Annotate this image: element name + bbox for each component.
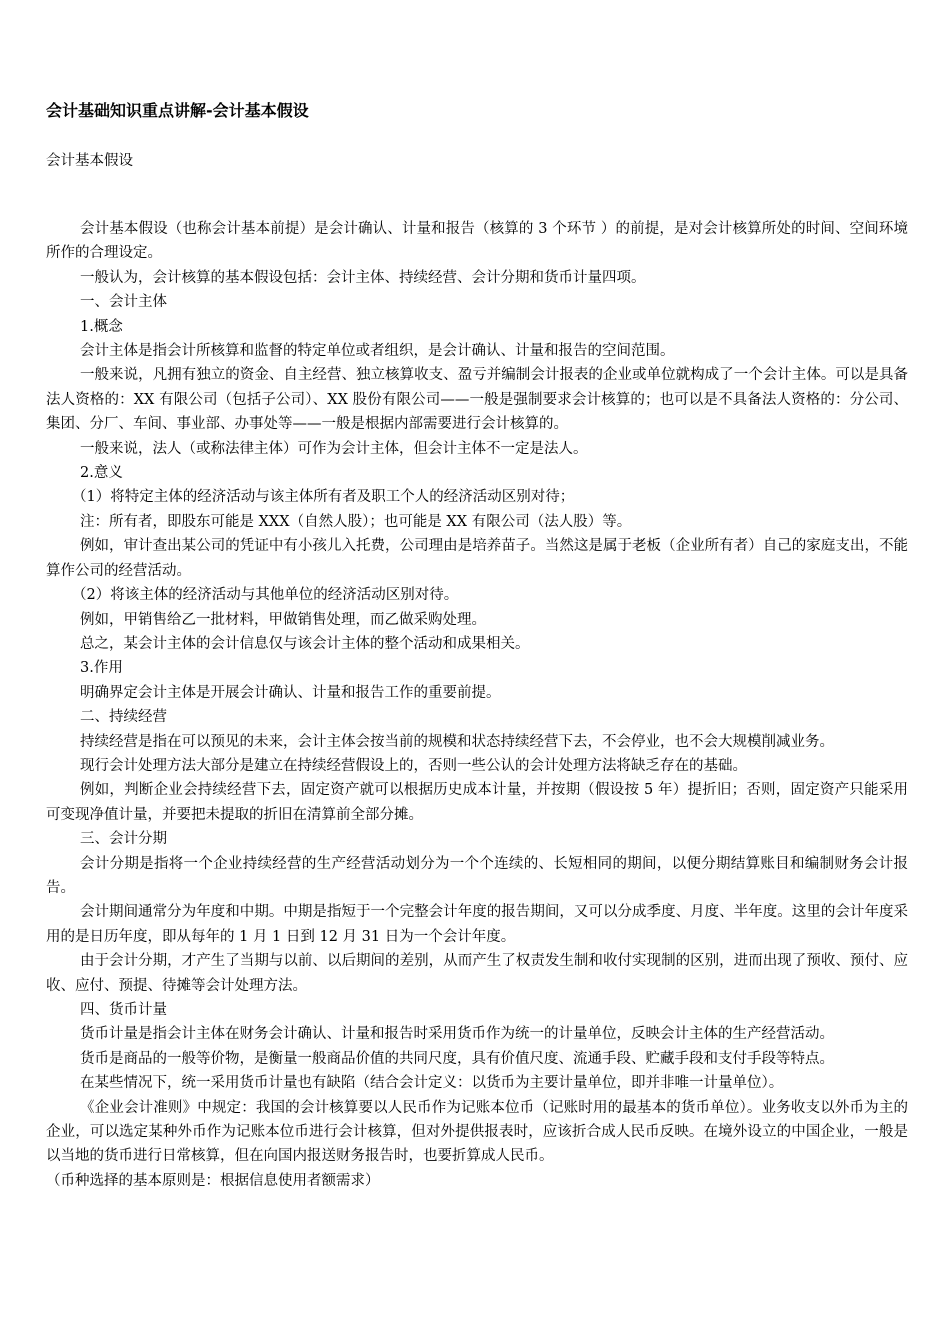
paragraph: 2.意义	[80, 465, 123, 482]
paragraph: 明确界定会计主体是开展会计确认、计量和报告工作的重要前提。	[80, 684, 501, 701]
paragraph: 会计期间通常分为年度和中期。中期是指短于一个完整会计年度的报告期间，又可以分成季度、月度、半年度。这里的会计年度采用的是日历年度，即从每年的 1 月 1 日到 12 月 31 日为一个会计年度。	[46, 904, 908, 945]
paragraph: 例如，甲销售给乙一批材料，甲做销售处理，而乙做采购处理。	[80, 611, 486, 628]
paragraph: 一般来说，凡拥有独立的资金、自主经营、独立核算收支、盈亏并编制会计报表的企业或单位就构成了一个会计主体。可以是具备法人资格的：XX 有限公司（包括子公司）、XX 股份有限公司——一般是强制要求会计核算的；也可以是不具备法人资格的：分公司、集团、分厂、车间、事业部、办事处等——一般是根据内部需要进行会计核算的。	[46, 367, 908, 433]
paragraph: 四、货币计量	[80, 1002, 167, 1018]
paragraph: 现行会计处理方法大部分是建立在持续经营假设上的，否则一些公认的会计处理方法将缺乏存在的基础。	[80, 757, 747, 774]
paragraph: 货币计量是指会计主体在财务会计确认、计量和报告时采用货币作为统一的计量单位，反映会计主体的生产经营活动。	[80, 1026, 834, 1043]
paragraph: 由于会计分期，才产生了当期与以前、以后期间的差别，从而产生了权责发生制和收付实现制的区别，进而出现了预收、预付、应收、应付、预提、待摊等会计处理方法。	[46, 953, 908, 994]
document-subtitle: 会计基本假设	[46, 153, 133, 169]
paragraph: 一般来说，法人（或称法律主体）可作为会计主体，但会计主体不一定是法人。	[80, 440, 588, 457]
paragraph: 《企业会计准则》中规定：我国的会计核算要以人民币作为记账本位币（记账时用的最基本的货币单位）。业务收支以外币为主的企业，可以选定某种外币作为记账本位币进行会计核算，但对外提供报表时，应该折合成人民币反映。在境外设立的中国企业，一般是以当地的货币进行日常核算，但在向国内报送财务报告时，也要折算成人民币。	[46, 1099, 908, 1165]
paragraph: 三、会计分期	[80, 831, 167, 848]
paragraph: （2）将该主体的经济活动与其他单位的经济活动区别对待。	[72, 587, 459, 604]
document-title: 会计基础知识重点讲解-会计基本假设	[46, 101, 309, 120]
paragraph: 会计基本假设（也称会计基本前提）是会计确认、计量和报告（核算的 3 个环节 ）的前提，是对会计核算所处的时间、空间环境所作的合理设定。	[46, 221, 908, 262]
paragraph: （1）将特定主体的经济活动与该主体所有者及职工个人的经济活动区别对待；	[72, 489, 575, 506]
paragraph: 注：所有者，即股东可能是 XXX（自然人股）；也可能是 XX 有限公司（法人股）等。	[80, 513, 632, 530]
document-body	[46, 217, 908, 1193]
paragraph: 总之，某会计主体的会计信息仅与该会计主体的整个活动和成果相关。	[80, 635, 530, 652]
paragraph: 在某些情况下，统一采用货币计量也有缺陷（结合会计定义：以货币为主要计量单位，即并非唯一计量单位）。	[80, 1075, 784, 1092]
paragraph: 持续经营是指在可以预见的未来，会计主体会按当前的规模和状态持续经营下去，不会停业，也不会大规模削减业务。	[80, 733, 834, 750]
paragraph: 一般认为，会计核算的基本假设包括：会计主体、持续经营、会计分期和货币计量四项。	[80, 269, 646, 286]
paragraph: 例如，判断企业会持续经营下去，固定资产就可以根据历史成本计量，并按期（假设按 5 年）提折旧；否则，固定资产只能采用可变现净值计量，并要把未提取的折旧在清算前全部分摊。	[46, 782, 908, 823]
paragraph: 二、持续经营	[80, 709, 167, 726]
paragraph: 3.作用	[80, 660, 123, 677]
paragraph: 货币是商品的一般等价物，是衡量一般商品价值的共同尺度，具有价值尺度、流通手段、贮藏手段和支付手段等特点。	[80, 1050, 834, 1067]
paragraph: （币种选择的基本原则是：根据信息使用者额需求）	[46, 1172, 380, 1189]
paragraph: 一、会计主体	[80, 294, 167, 311]
paragraph: 会计分期是指将一个企业持续经营的生产经营活动划分为一个个连续的、长短相同的期间，以便分期结算账目和编制财务会计报告。	[46, 855, 908, 896]
paragraph: 例如，审计查出某公司的凭证中有小孩儿入托费，公司理由是培养苗子。当然这是属于老板（企业所有者）自己的家庭支出，不能算作公司的经营活动。	[46, 538, 908, 579]
paragraph: 1.概念	[80, 318, 123, 335]
paragraph: 会计主体是指会计所核算和监督的特定单位或者组织，是会计确认、计量和报告的空间范围。	[80, 343, 675, 360]
